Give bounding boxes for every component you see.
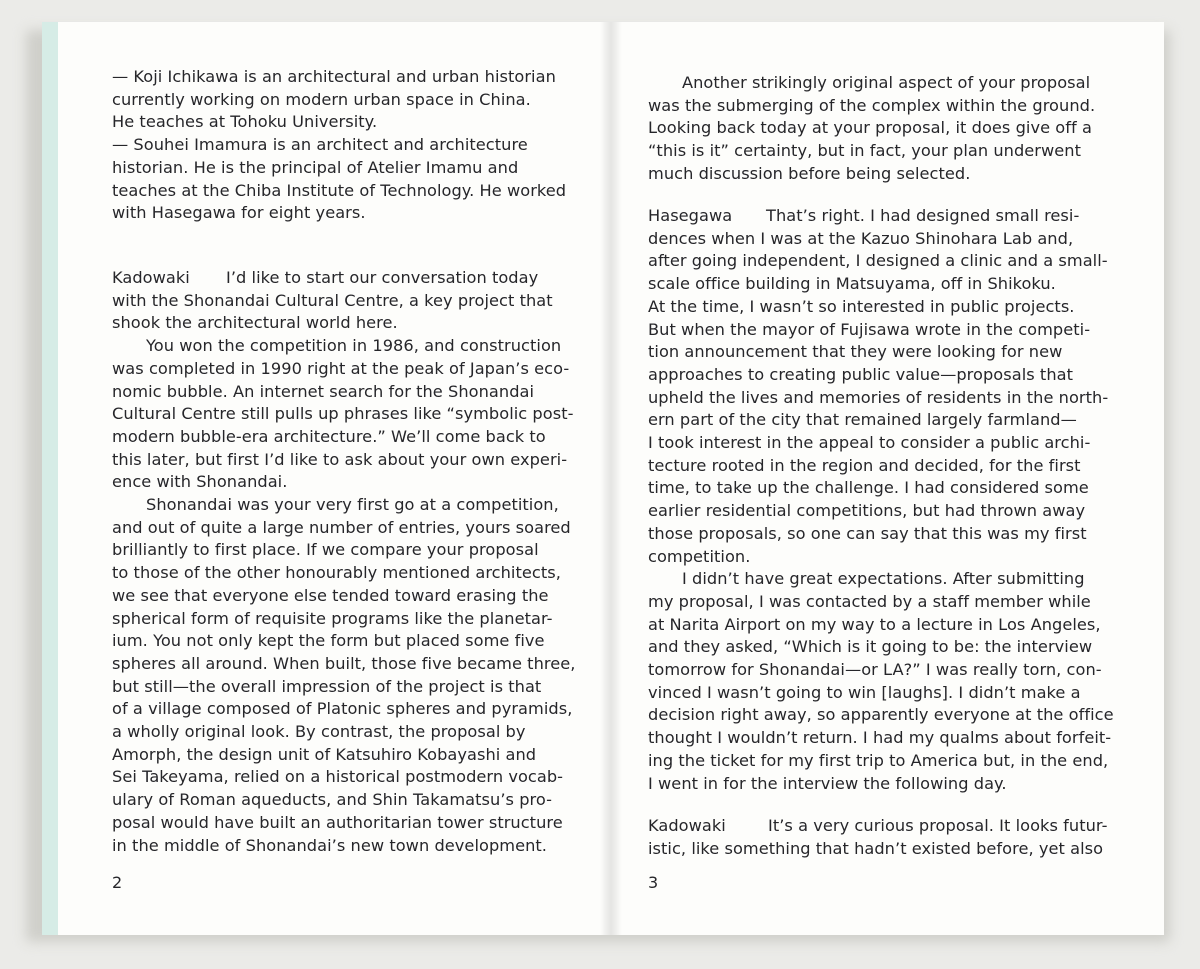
body-line: upheld the lives and memories of residents in the north- [648,387,1109,407]
body-line: It’s a very curious proposal. It looks futur- [768,816,1108,835]
body-line: istic, like something that hadn’t existed before, yet also [648,838,1104,858]
body-line: ern part of the city that remained largely farmland— [648,410,1077,430]
speaker-line [648,205,1118,228]
body-line: vinced I wasn’t going to win [laughs]. I didn’t make a [648,682,1081,702]
interview-text-right-2 [648,815,1118,860]
body-line: this later, but first I’d like to ask about your own experi- [112,449,568,469]
body-line: That’s right. I had designed small resi- [766,206,1080,225]
body-line: ulary of Roman aqueducts, and Shin Takamatsu’s pro- [112,790,553,810]
body-line: I went in for the interview the following day. [648,773,1007,793]
book-gutter [600,22,622,935]
page-number: 2 [112,873,123,892]
body-line: was the submerging of the complex within the ground. [648,95,1096,115]
body-line: and they asked, “Which is it going to be: the interview [648,637,1093,657]
body-line: Amorph, the design unit of Katsuhiro Kobayashi and [112,744,537,764]
speaker-name: Hasegawa [648,206,733,225]
body-line: ing the ticket for my first trip to America but, in the end, [648,750,1109,770]
body-line: those proposals, so one can say that this was my first [648,523,1087,543]
body-line: scale office building in Matsuyama, off in Shikoku. [648,274,1056,294]
page-number: 3 [648,873,659,892]
body-line [112,494,582,517]
speaker-name: Kadowaki [648,816,726,835]
body-line [648,568,1118,591]
note-line: historian. He is the principal of Atelier Imamu and [112,157,519,177]
body-line: I took interest in the appeal to consider a public archi- [648,433,1091,453]
note-line: currently working on modern urban space in China. [112,89,531,109]
body-line: much discussion before being selected. [648,163,971,183]
interview-text-left [112,267,582,857]
left-page [42,22,625,935]
body-line: spherical form of requisite programs like the planetar- [112,608,553,628]
contributor-notes [112,66,582,225]
body-line: brilliantly to first place. If we compare your proposal [112,540,539,560]
note-line: He teaches at Tohoku University. [112,112,378,132]
speaker-line [112,267,582,290]
note-line: — Koji Ichikawa is an architectural and urban historian [112,67,556,86]
body-line [112,335,582,358]
interview-text-right [648,205,1118,795]
note-line: teaches at the Chiba Institute of Technology. He worked [112,180,567,200]
body-line: Looking back today at your proposal, it does give off a [648,118,1092,138]
body-line: At the time, I wasn’t so interested in public projects. [648,296,1075,316]
body-line: a wholly original look. By contrast, the proposal by [112,722,526,742]
note-line: — Souhei Imamura is an architect and architecture [112,135,528,155]
body-line: approaches to creating public value—proposals that [648,364,1074,384]
body-line: spheres all around. When built, those five became three, [112,653,576,673]
interview-intro-right [648,72,1118,186]
body-line-text: You won the competition in 1986, and construction [146,336,562,356]
body-line: of a village composed of Platonic spheres and pyramids, [112,699,573,719]
body-line: Cultural Centre still pulls up phrases like “symbolic post- [112,404,574,424]
body-line: time, to take up the challenge. I had considered some [648,478,1089,498]
body-line: at Narita Airport on my way to a lecture in Los Angeles, [648,614,1101,634]
right-page [612,22,1164,935]
body-line: But when the mayor of Fujisawa wrote in the competi- [648,319,1091,339]
note-line: with Hasegawa for eight years. [112,203,366,223]
body-line [648,72,1118,95]
body-line: we see that everyone else tended toward erasing the [112,585,549,605]
body-line: after going independent, I designed a clinic and a small- [648,251,1108,271]
speaker-line [648,815,1118,838]
body-line: shook the architectural world here. [112,313,398,333]
body-line: ium. You not only kept the form but placed some five [112,631,545,651]
body-line: dences when I was at the Kazuo Shinohara Lab and, [648,228,1074,248]
body-line: to those of the other honourably mentioned architects, [112,563,561,583]
body-line: tecture rooted in the region and decided, for the first [648,455,1081,475]
body-line: posal would have built an authoritarian tower structure [112,812,563,832]
body-line: was completed in 1990 right at the peak of Japan’s eco- [112,358,570,378]
body-line: I’d like to start our conversation today [226,268,539,287]
body-line: Sei Takeyama, relied on a historical postmodern vocab- [112,767,564,787]
body-line: nomic bubble. An internet search for the Shonandai [112,381,535,401]
body-line: and out of quite a large number of entries, yours soared [112,517,571,537]
body-line: modern bubble-era architecture.” We’ll come back to [112,426,546,446]
body-line: decision right away, so apparently everyone at the office [648,705,1114,725]
body-line: tomorrow for Shonandai—or LA?” I was really torn, con- [648,660,1102,680]
body-line: ence with Shonandai. [112,472,288,492]
body-line-text: I didn’t have great expectations. After submitting [682,569,1085,589]
body-line: competition. [648,546,751,566]
body-line: thought I wouldn’t return. I had my qualms about forfeit- [648,728,1112,748]
body-line-text: Another strikingly original aspect of your proposal [682,73,1091,92]
body-line: tion announcement that they were looking for new [648,342,1063,362]
body-line: but still—the overall impression of the project is that [112,676,542,696]
body-line: “this is it” certainty, but in fact, your plan underwent [648,141,1082,161]
speaker-name: Kadowaki [112,268,190,287]
body-line: earlier residential competitions, but had thrown away [648,501,1086,521]
body-line: my proposal, I was contacted by a staff member while [648,591,1091,611]
body-line: with the Shonandai Cultural Centre, a key project that [112,290,553,310]
body-line-text: Shonandai was your very first go at a competition, [146,495,559,515]
body-line: in the middle of Shonandai’s new town development. [112,835,548,855]
